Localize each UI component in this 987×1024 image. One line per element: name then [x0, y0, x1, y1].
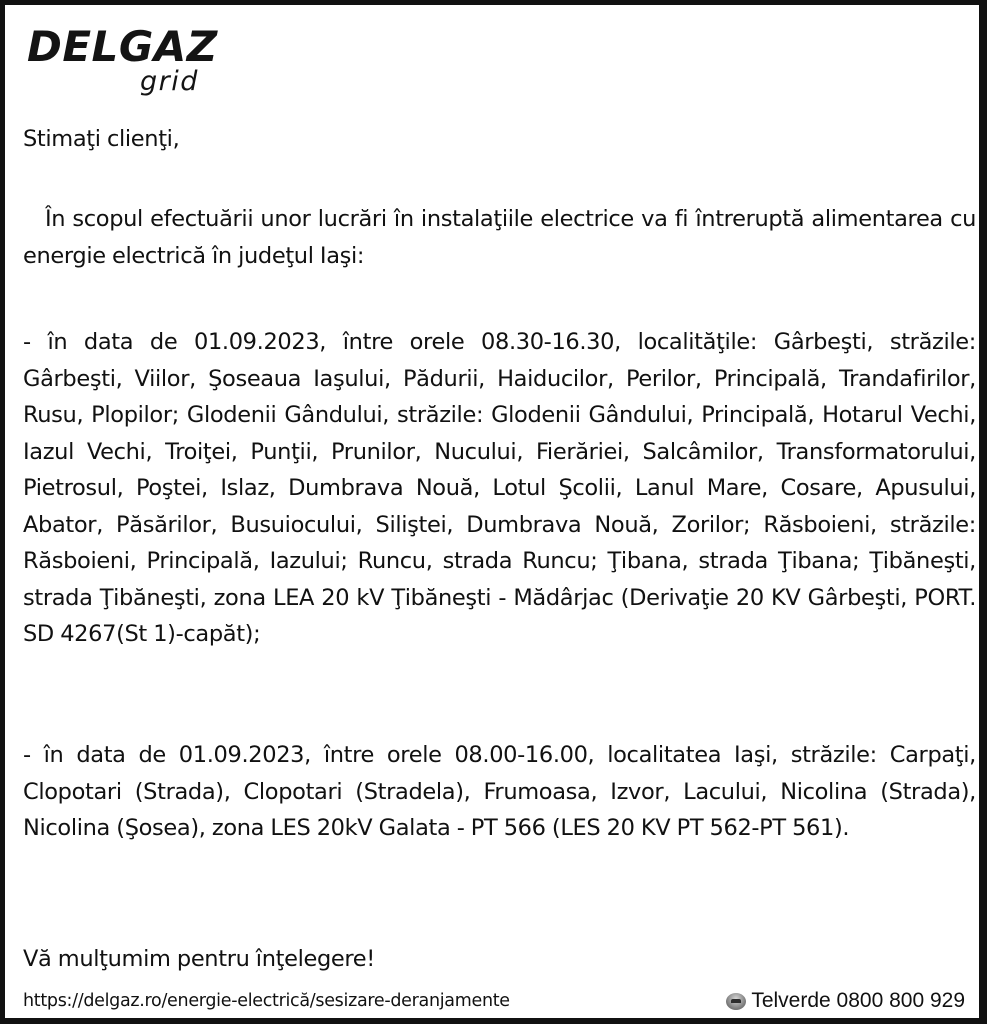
hotline	[726, 989, 965, 1013]
report-fault-link[interactable]: https://delgaz.ro/energie-electrică/sesizare-deranjamente	[23, 991, 510, 1011]
outage-item: - în data de 01.09.2023, între orele 08.30-16.30, localităţile: Gârbeşti, străzile: Gârbeşti, Viilor, Şoseaua Iaşului, Pădurii, Haiducilor, Perilor, Principală, Trandafirilor, Rusu, Plopilor; Glodenii Gândului, străzile: Glodenii Gândului, Principală, Hotarul Vechi, Iazul Vechi, Troiţei, Punţii, Prunilor, Nucului, Fierăriei, Salcâmilor, Transformatorului, Pietrosul, Poştei, Islaz, Dumbrava Nouă, Lotul Şcolii, Lanul Mare, Cosare, Apusului, Abator, Păsărilor, Busuiocului, Siliştei, Dumbrava Nouă, Zorilor; Răsboieni, străzile: Răsboieni, Principală, Iazului; Runcu, strada Runcu; Ţibana, strada Ţibana; Ţibăneşti, strada Ţibăneşti, zona LEA 20 kV Ţibăneşti - Mădârjac (Derivaţie 20 KV Gârbeşti, PORT. SD 4267(St 1)-capăt);	[23, 329, 976, 647]
hotline-number: Telverde 0800 800 929	[751, 989, 965, 1012]
logo-wordmark: DELGAZ	[27, 22, 218, 71]
closing-line: Vă mulţumim pentru înţelegere!	[23, 946, 375, 972]
greeting: Stimaţi clienţi,	[23, 126, 180, 152]
telephone-icon	[726, 993, 746, 1010]
outage-item: - în data de 01.09.2023, între orele 08.00-16.00, localitatea Iaşi, străzile: Carpaţi, Clopotari (Strada), Clopotari (Stradela), Frumoasa, Izvor, Lacului, Nicolina (Strada), Nicolina (Şosea), zona LES 20kV Galata - PT 566 (LES 20 KV PT 562-PT 561).	[23, 742, 976, 841]
intro-paragraph: În scopul efectuării unor lucrări în instalaţiile electrice va fi întreruptă alimentarea cu energie electrică în judeţul Iaşi:	[23, 206, 976, 269]
delgaz-grid-logo	[27, 23, 227, 103]
logo-subtitle: grid	[140, 66, 199, 97]
